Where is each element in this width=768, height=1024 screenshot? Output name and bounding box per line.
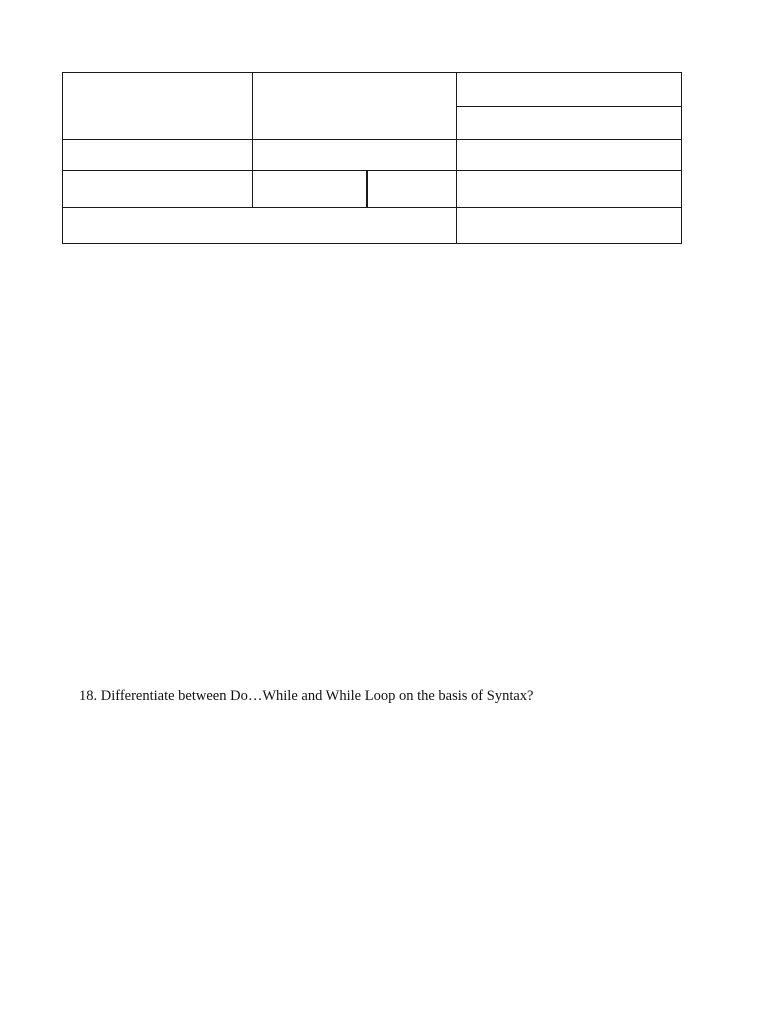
table-cell — [457, 73, 681, 106]
table-cell — [252, 170, 366, 207]
table-cell — [63, 207, 456, 243]
question-text — [79, 687, 533, 705]
table-cell — [457, 139, 681, 170]
table-cell — [252, 139, 456, 170]
table-cell — [367, 170, 456, 207]
table-cell — [63, 170, 252, 207]
table-cell — [63, 139, 252, 170]
question-body: Differentiate between Do…While and While Loop on the basis of Syntax? — [100, 688, 534, 704]
question-number: 18. — [79, 688, 98, 704]
empty-table — [62, 72, 682, 244]
table-cell — [252, 73, 456, 139]
table-cell — [63, 73, 252, 139]
table-cell — [457, 106, 681, 139]
table-cell — [457, 207, 681, 243]
table-cell — [457, 170, 681, 207]
